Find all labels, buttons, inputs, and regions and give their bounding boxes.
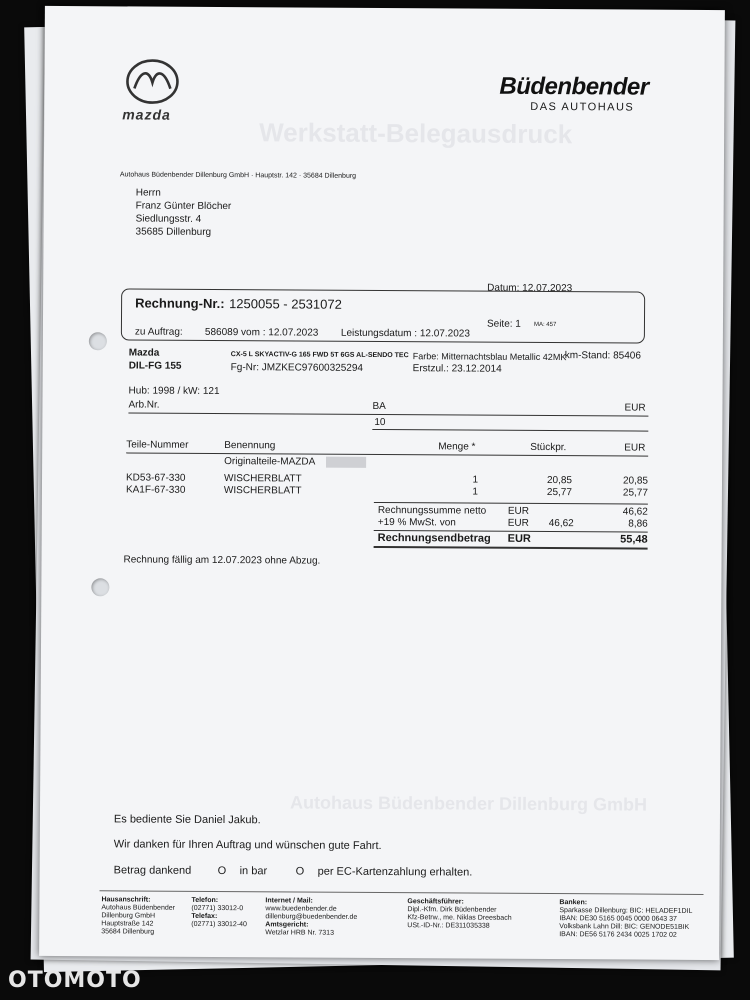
bleed-through: Werkstatt-Belegausdruck [259, 117, 573, 150]
vehicle-plate: DIL-FG 155 [128, 360, 182, 372]
payment-cash-label: in bar [239, 865, 268, 878]
vehicle-color: Farbe: Mitternachtsblau Metallic 42MK [412, 351, 567, 363]
invoice-number-label: Rechnung-Nr.: [135, 295, 225, 312]
part-row-2-price: 25,77 [546, 487, 572, 499]
total-net-label: Rechnungssumme netto [377, 504, 487, 517]
dealer-tagline: DAS AUTOHAUS [530, 100, 635, 114]
vehicle-make: Mazda [128, 347, 160, 359]
recipient-name: Franz Günter Blöcher [135, 200, 232, 213]
parts-header-rule [126, 452, 648, 456]
page-number: Seite: 1 [486, 318, 521, 330]
punch-hole [91, 578, 109, 596]
vehicle-first-registration: Erstzul.: 23.12.2014 [412, 363, 502, 375]
part-row-1-qty: 1 [472, 474, 479, 486]
order-label: zu Auftrag: [134, 326, 183, 338]
served-by: Es bediente Sie Daniel Jakub. [113, 813, 261, 827]
footer-phone: Telefon: (02771) 33012-0 Telefax: (02771) 33012-40 [191, 896, 247, 929]
sender-line: Autohaus Büdenbender Dillenburg GmbH · Hauptstr. 142 · 35684 Dillenburg [119, 171, 357, 180]
part-row-2-number: KA1F-67-330 [125, 484, 186, 496]
part-row-2-name: WISCHERBLATT [223, 485, 302, 497]
invoice-number: 1250055 - 2531072 [229, 296, 342, 312]
footer-banks: Banken: Sparkasse Dillenburg: BIC: HELADEF1DIL IBAN: DE30 5165 0045 0000 0643 37 Volksbank Lahn Dill: BIC: GENODE51BIK IBAN: DE56 5176 2434 0025 1702 02 [559, 899, 693, 939]
vehicle-engine: Hub: 1998 / kW: 121 [128, 385, 220, 398]
part-row-1-eur: 20,85 [622, 475, 649, 487]
payment-card-checkbox: O [295, 865, 305, 878]
grand-total-currency: EUR [507, 532, 531, 545]
part-row-2-qty: 1 [472, 486, 478, 498]
payment-cash-checkbox: O [217, 865, 227, 878]
vehicle-vin: Fg-Nr: JMZKEC97600325294 [230, 362, 364, 374]
labor-row-rule [372, 429, 648, 432]
part-row-1-name: WISCHERBLATT [223, 473, 302, 485]
vat-value: 8,86 [628, 518, 648, 530]
mazda-wordmark: mazda [122, 106, 171, 123]
watermark-logo: OTOMOTO [8, 968, 142, 993]
service-date: Leistungsdatum : 12.07.2023 [340, 327, 470, 340]
payment-prefix: Betrag dankend [113, 864, 192, 877]
labor-ba-value: 10 [374, 416, 386, 429]
parts-col-eur: EUR [624, 442, 646, 454]
footer-internet: Internet / Mail: www.buedenbender.de dillenburg@buedenbender.de Amtsgericht: Wetzlar HRB Nr. 7313 [265, 897, 358, 937]
grand-total-value: 55,48 [620, 533, 648, 546]
recipient-city: 35685 Dillenburg [135, 226, 212, 238]
labor-col-arbnr: Arb.Nr. [128, 399, 160, 411]
parts-col-qty: Menge * [438, 441, 476, 453]
invoice-date: Datum: 12.07.2023 [487, 282, 573, 295]
part-row-2-eur: 25,77 [622, 487, 648, 499]
part-row-1-price: 20,85 [546, 475, 573, 487]
labor-col-ba: BA [372, 400, 386, 413]
vehicle-model: CX-5 L SKYACTIV-G 165 FWD 5T 6GS AL-SENDO TEC [230, 351, 409, 360]
invoice-sheet [39, 6, 725, 960]
vat-currency: EUR [507, 517, 529, 529]
parts-col-number: Teile-Nummer [126, 439, 189, 451]
part-row-1-number: KD53-67-330 [125, 472, 186, 484]
vehicle-km: km-Stand: 85406 [564, 350, 641, 362]
payment-card-label: per EC-Kartenzahlung erhalten. [317, 865, 473, 879]
recipient-street: Siedlungsstr. 4 [135, 213, 202, 225]
total-net-value: 46,62 [622, 506, 648, 518]
mazda-logo-icon [124, 58, 180, 104]
labor-col-eur: EUR [624, 402, 646, 414]
parts-col-price: Stückpr. [530, 441, 567, 454]
thank-you-note: Wir danken für Ihren Auftrag und wünschen gute Fahrt. [113, 838, 382, 853]
recipient-salutation: Herrn [135, 187, 161, 199]
dealer-logo: Büdenbender [499, 72, 649, 101]
vat-label: +19 % MwSt. von [377, 516, 456, 529]
bleed-through: Autohaus Büdenbender Dillenburg GmbH [289, 792, 648, 815]
ma-code: MA: 457 [533, 321, 557, 329]
total-net-currency: EUR [507, 505, 529, 517]
parts-col-name: Benennung [224, 440, 276, 452]
footer-rule [100, 890, 704, 895]
due-note: Rechnung fällig am 12.07.2023 ohne Abzug. [123, 554, 321, 567]
order-number: 586089 vom : 12.07.2023 [204, 326, 319, 339]
parts-group-label: Originalteile-MAZDA [222, 456, 366, 468]
grand-total-label: Rechnungsendbetrag [377, 531, 491, 545]
totals-bottom-rule [374, 546, 648, 550]
labor-header-rule [128, 412, 648, 416]
footer-address: Hausanschrift: Autohaus Büdenbender Dillenburg GmbH Hauptstraße 142 35684 Dillenburg [101, 896, 175, 936]
vat-base: 46,62 [548, 518, 574, 530]
punch-hole [89, 332, 107, 350]
footer-management: Geschäftsführer: Dipl.-Kfm. Dirk Büdenbender Kfz-Betrw., me. Niklas Dreesbach USt.-ID-Nr.: DE311035338 [407, 898, 512, 930]
